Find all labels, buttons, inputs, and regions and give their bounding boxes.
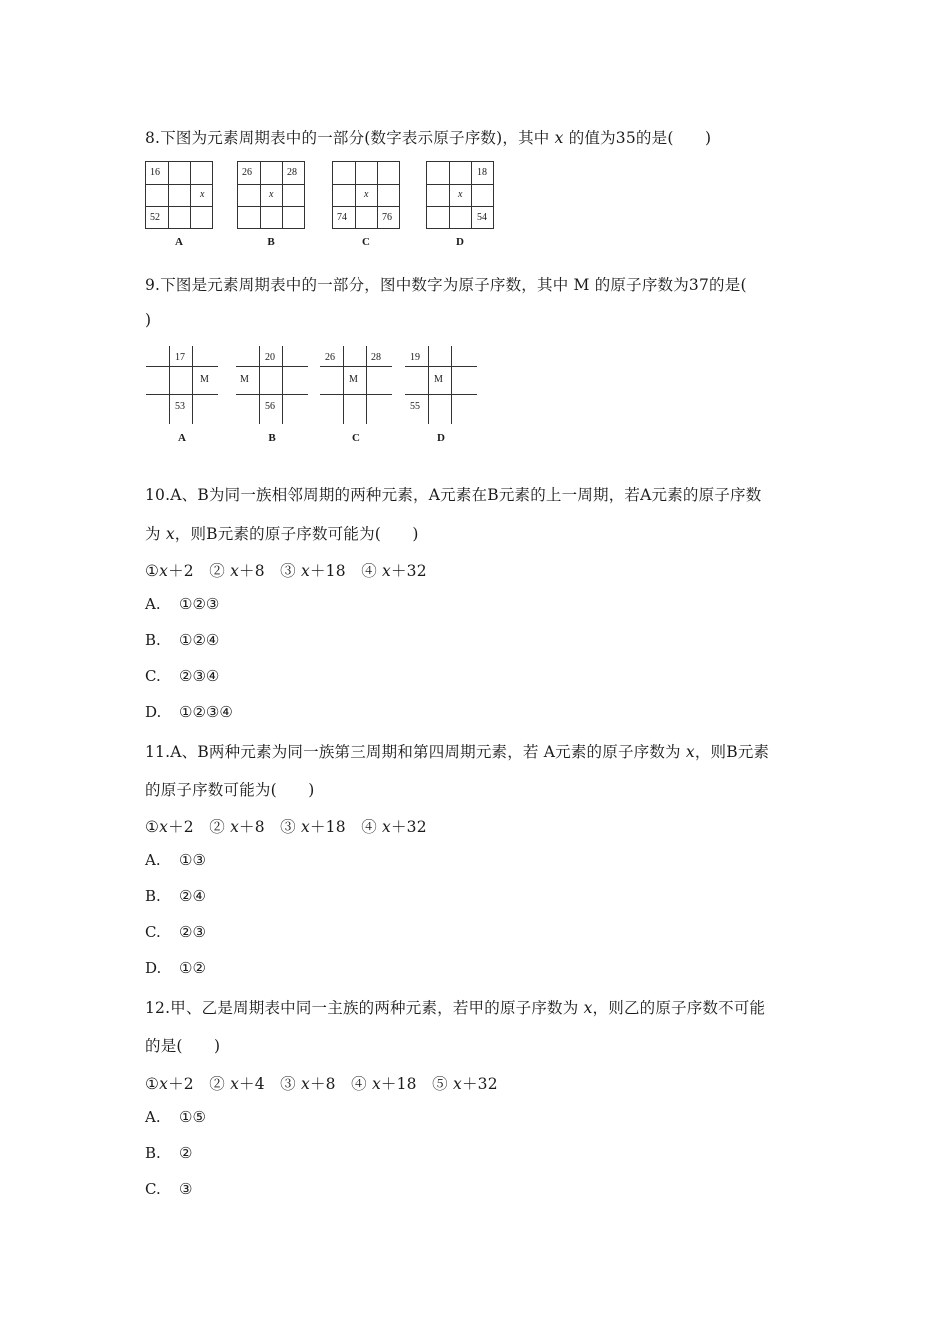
question-11-text: 11.A、B两种元素为同一族第三周期和第四周期元素，若 A元素的原子序数为 x，则B元素 bbox=[145, 743, 770, 761]
q8-b-x: x bbox=[269, 189, 274, 200]
q8-a-number-top: 16 bbox=[150, 167, 160, 178]
q9-b-number-bottom: 56 bbox=[265, 401, 275, 412]
q8-figure-b bbox=[237, 161, 305, 229]
q12-option-a[interactable]: A. ①⑤ bbox=[145, 1108, 206, 1126]
q8-text-part1: 8.下图为元素周期表中的一部分(数字表示原子序数)，其中 bbox=[145, 129, 555, 147]
question-8-text bbox=[145, 126, 711, 148]
q9-caption-c: C bbox=[352, 432, 360, 444]
q9-a-number-bottom: 53 bbox=[175, 401, 185, 412]
q9-d-number-bottom: 55 bbox=[410, 401, 420, 412]
q11-choices bbox=[145, 815, 427, 837]
q9-figure-a bbox=[146, 346, 218, 424]
q10-option-d[interactable]: D. ①②③④ bbox=[145, 703, 233, 721]
q9-b-m: M bbox=[240, 374, 249, 385]
q8-d-number-bottom: 54 bbox=[477, 212, 487, 223]
q10-choice-1: ①x＋2 bbox=[145, 562, 194, 580]
q12-choice-4: ④ x＋18 bbox=[351, 1075, 417, 1093]
q8-b-number-left: 26 bbox=[242, 167, 252, 178]
q10-option-c[interactable]: C. ②③④ bbox=[145, 667, 220, 685]
q9-c-m: M bbox=[349, 374, 358, 385]
q11-option-c[interactable]: C. ②③ bbox=[145, 923, 206, 941]
q9-c-number-left: 26 bbox=[325, 352, 335, 363]
q8-variable: x bbox=[554, 129, 564, 147]
q8-caption-d: D bbox=[456, 236, 464, 248]
q9-caption-d: D bbox=[437, 432, 445, 444]
q11-option-d[interactable]: D. ①② bbox=[145, 959, 206, 977]
q10-variable: x bbox=[165, 525, 175, 543]
q10-choice-2: ② x＋8 bbox=[209, 562, 265, 580]
q8-d-x: x bbox=[458, 189, 463, 200]
q11-choice-4: ④ x＋32 bbox=[361, 818, 427, 836]
q10-choice-4: ④ x＋32 bbox=[361, 562, 427, 580]
q9-a-number-top: 17 bbox=[175, 352, 185, 363]
q12-choice-3: ③ x＋8 bbox=[280, 1075, 336, 1093]
q9-d-number-top: 19 bbox=[410, 352, 420, 363]
q10-choices bbox=[145, 559, 427, 581]
question-12-text-cont: 的是( ) bbox=[145, 1037, 221, 1055]
q10-choice-3: ③ x＋18 bbox=[280, 562, 346, 580]
q8-a-x: x bbox=[200, 189, 205, 200]
q8-d-number-top: 18 bbox=[477, 167, 487, 178]
q12-variable: x bbox=[583, 999, 593, 1017]
q11-variable: x bbox=[685, 743, 695, 761]
question-10-text-cont: 为 x，则B元素的原子序数可能为( ) bbox=[145, 525, 419, 543]
q11-choice-2: ② x＋8 bbox=[209, 818, 265, 836]
q8-a-number-bottom: 52 bbox=[150, 212, 160, 223]
question-11-text-cont: 的原子序数可能为( ) bbox=[145, 781, 315, 799]
q11-choice-3: ③ x＋18 bbox=[280, 818, 346, 836]
q11-option-a[interactable]: A. ①③ bbox=[145, 851, 206, 869]
q9-figure-c bbox=[320, 346, 392, 424]
q8-figure-a bbox=[145, 161, 213, 229]
q9-figure-d bbox=[405, 346, 477, 424]
q8-caption-c: C bbox=[362, 236, 370, 248]
q11-choice-1: ①x＋2 bbox=[145, 818, 194, 836]
q9-a-m: M bbox=[200, 374, 209, 385]
q10-option-a[interactable]: A. ①②③ bbox=[145, 595, 220, 613]
question-12-text: 12.甲、乙是周期表中同一主族的两种元素，若甲的原子序数为 x，则乙的原子序数不可能 bbox=[145, 999, 766, 1017]
q8-figure-d bbox=[426, 161, 494, 229]
q9-c-number-right: 28 bbox=[371, 352, 381, 363]
q12-choice-1: ①x＋2 bbox=[145, 1075, 194, 1093]
q9-d-m: M bbox=[434, 374, 443, 385]
q12-choice-5: ⑤ x＋32 bbox=[432, 1075, 498, 1093]
q8-figure-c bbox=[332, 161, 400, 229]
question-9-text: 9.下图是元素周期表中的一部分，图中数字为原子序数，其中 M 的原子序数为37的是( bbox=[145, 276, 747, 294]
q12-option-c[interactable]: C. ③ bbox=[145, 1180, 193, 1198]
q8-b-number-right: 28 bbox=[287, 167, 297, 178]
q11-option-b[interactable]: B. ②④ bbox=[145, 887, 206, 905]
q8-c-x: x bbox=[364, 189, 369, 200]
q8-text-part2: 的值为35的是( ) bbox=[563, 129, 712, 147]
q8-caption-a: A bbox=[175, 236, 183, 248]
q8-caption-b: B bbox=[267, 236, 275, 248]
q12-choices bbox=[145, 1072, 498, 1094]
question-9-text-cont: ) bbox=[145, 311, 152, 329]
q8-c-number-right: 76 bbox=[382, 212, 392, 223]
q9-caption-a: A bbox=[178, 432, 186, 444]
q9-b-number-top: 20 bbox=[265, 352, 275, 363]
q12-choice-2: ② x＋4 bbox=[209, 1075, 265, 1093]
q9-caption-b: B bbox=[268, 432, 276, 444]
q12-option-b[interactable]: B. ② bbox=[145, 1144, 193, 1162]
q10-option-b[interactable]: B. ①②④ bbox=[145, 631, 220, 649]
q8-c-number-left: 74 bbox=[337, 212, 347, 223]
q9-figure-b bbox=[236, 346, 308, 424]
question-10-text: 10.A、B为同一族相邻周期的两种元素，A元素在B元素的上一周期，若A元素的原子序数 bbox=[145, 486, 762, 504]
